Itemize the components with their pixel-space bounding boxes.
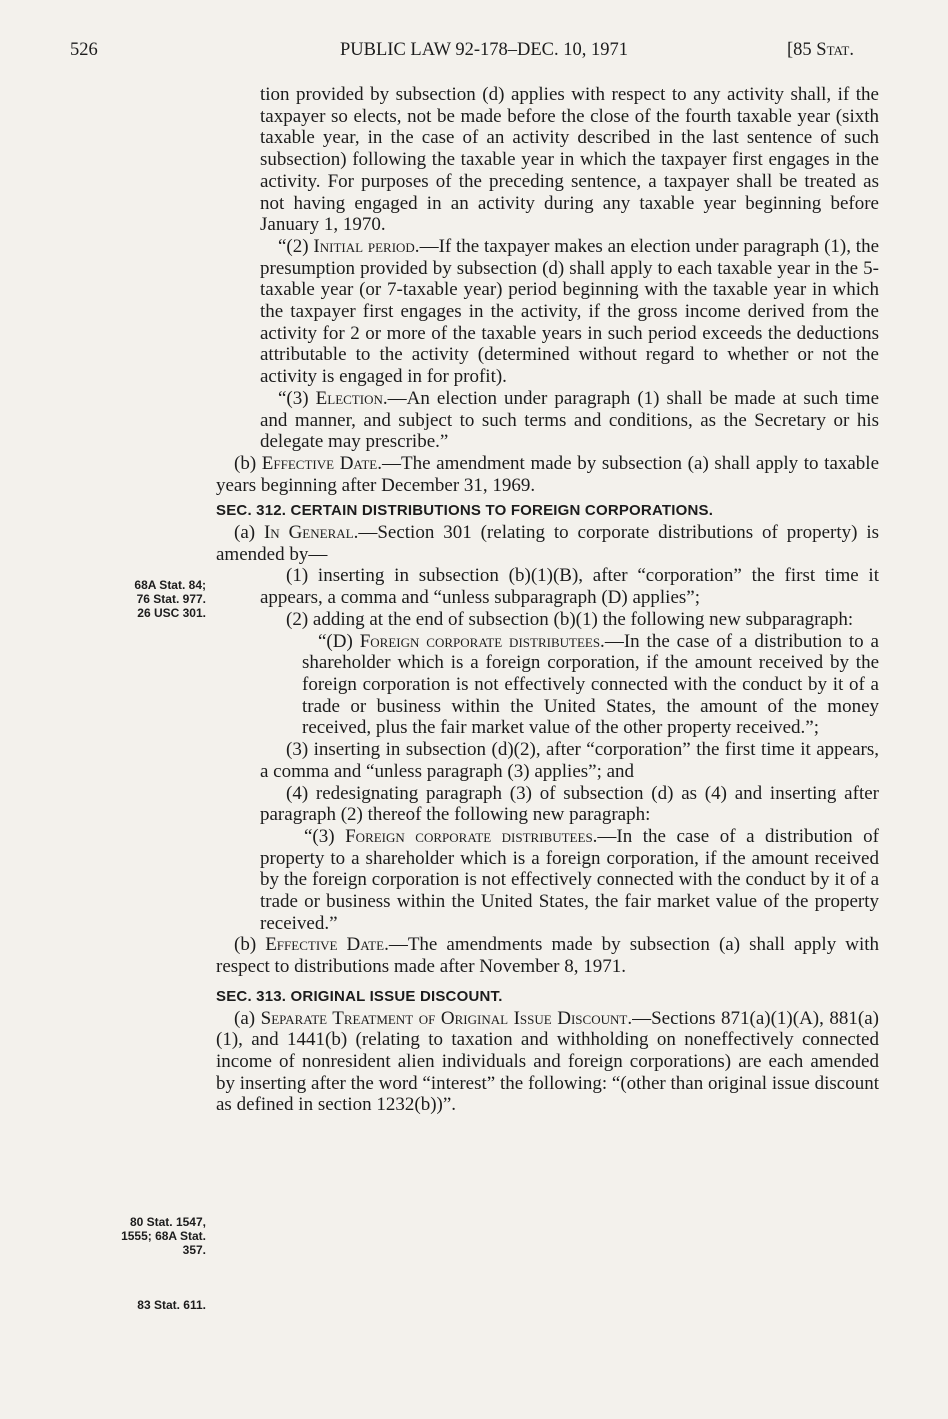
amendment-item-3: (3) inserting in subsection (d)(2), after “corporation” the first time it appears, a comma and “unless paragraph (3) applies”; and — [260, 739, 879, 782]
paragraph-effective-date-311: (b) Effective Date.—The amendment made by subsection (a) shall apply to taxable years beginning after December 31, 1969. — [216, 452, 880, 496]
paragraph-election: “(3) Election.—An election under paragraph (1) shall be made at such time and manner, and subject to such terms and conditions, as the Secretary or his delegate may prescribe.” — [260, 387, 880, 453]
subparagraph-d: “(D) Foreign corporate distributees.—In the case of a distribution to a shareholder which is a foreign corporation, if the amount received by the foreign corporation is not effectively connected with the conduct by it of a trade or business within the United States, the amount of the money received, plus the fair market value of the other property received.”; — [302, 630, 879, 739]
body-text — [216, 84, 879, 1116]
paragraph-initial-period: “(2) Initial period.—If the taxpayer makes an election under paragraph (1), the presumption provided by subsection (d) shall apply to each taxable year in the 5-taxable year (or 7-taxable year) period beginning with the taxable year in which the taxpayer first engages in the activity, if the gross income derived from the activity for 2 or more of the taxable years in such period exceeds the deductions attributable to the activity (determined without regard to whether or not the activity is engaged in for profit). — [260, 235, 880, 388]
stat-reference: [85 Stat. — [787, 40, 854, 60]
page-number: 526 — [70, 40, 98, 60]
margin-note-citation-2: 80 Stat. 1547, 1555; 68A Stat. 357. — [121, 1215, 206, 1257]
margin-note-citation-3: 83 Stat. 611. — [137, 1298, 206, 1312]
margin-note-citation-1: 68A Stat. 84; 76 Stat. 977. 26 USC 301. — [134, 578, 206, 620]
paragraph-in-general: (a) In General.—Section 301 (relating to corporate distributions of property) is amended by— — [216, 522, 880, 565]
section-heading-312: SEC. 312. CERTAIN DISTRIBUTIONS TO FOREIGN CORPORATIONS. — [216, 502, 714, 520]
amendment-item-2: (2) adding at the end of subsection (b)(1) the following new subparagraph: — [286, 608, 854, 630]
paragraph-3-foreign-distributees: “(3) Foreign corporate distributees.—In the case of a distribution of property to a shareholder which is a foreign corporation, if the amount received by the foreign corporation is not effectively connected with the conduct by it of a trade or business within the United States, the fair market value of the property received.” — [260, 825, 879, 934]
paragraph-separate-treatment: (a) Separate Treatment of Original Issue Discount.—Sections 871(a)(1)(A), 881(a)(1), and 1441(b) (relating to taxation and withholding on noneffectively connected income of nonresident alien individuals and foreign corporations) are each amended by inserting after the word “interest” the following: “(other than original issue discount as defined in section 1232(b))”. — [216, 1007, 879, 1116]
running-title: PUBLIC LAW 92-178–DEC. 10, 1971 — [340, 40, 629, 60]
paragraph-effective-date-312: (b) Effective Date.—The amendments made by subsection (a) shall apply with respect to distributions made after November 8, 1971. — [216, 934, 880, 978]
amendment-item-4: (4) redesignating paragraph (3) of subsection (d) as (4) and inserting after paragraph (2) thereof the following new paragraph: — [260, 782, 879, 826]
paragraph-continuation: tion provided by subsection (d) applies with respect to any activity shall, if the taxpayer so elects, not be made before the close of the fourth taxable year (sixth taxable year, in the case of an activity described in the last sentence of such subsection) following the taxable year in which the taxpayer first engages in the activity. For purposes of the preceding sentence, a taxpayer shall be treated as not having engaged in an activity during any taxable year beginning before January 1, 1970. — [260, 84, 879, 236]
amendment-item-1: (1) inserting in subsection (b)(1)(B), after “corporation” the first time it appears, a comma and “unless subparagraph (D) applies”; — [260, 565, 879, 609]
section-heading-313: SEC. 313. ORIGINAL ISSUE DISCOUNT. — [216, 987, 503, 1005]
